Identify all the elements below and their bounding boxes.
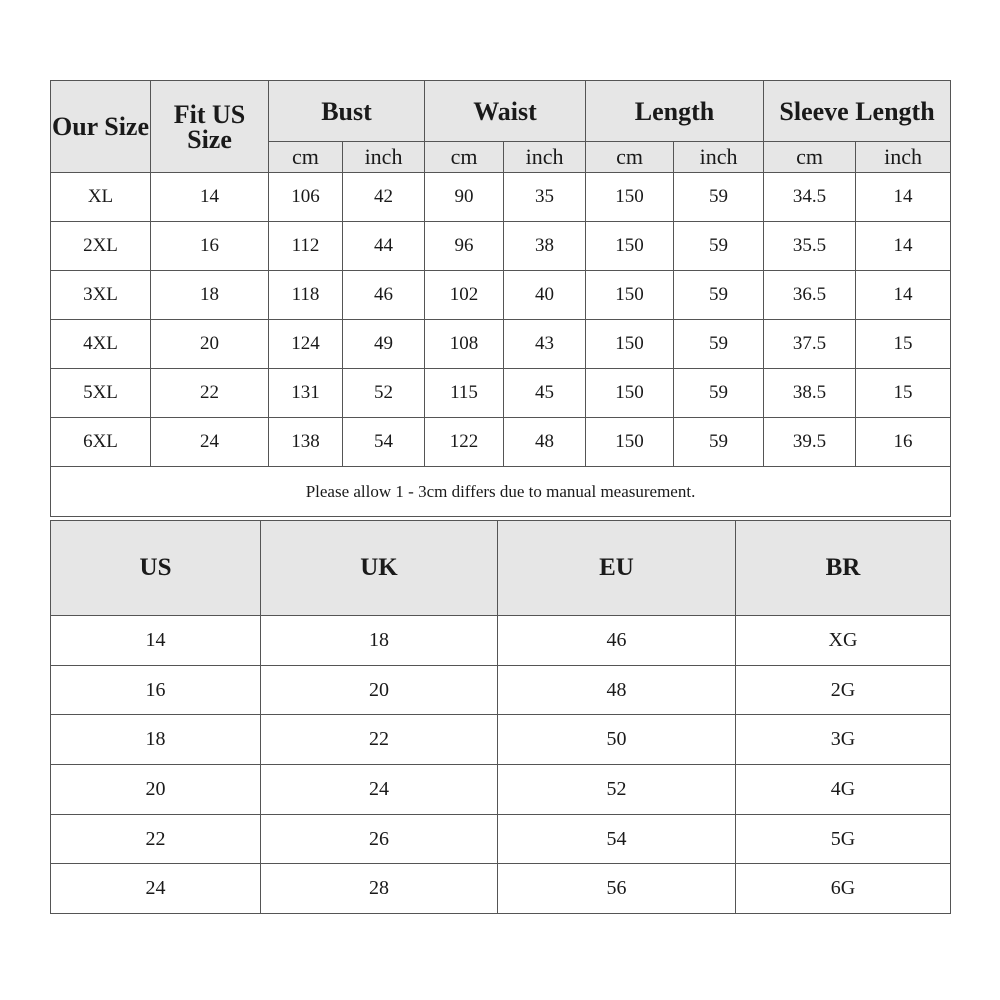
table-cell: 56	[498, 864, 736, 914]
table-cell: 49	[343, 320, 425, 369]
unit-label: cm	[764, 142, 856, 173]
table-cell: 124	[269, 320, 343, 369]
table-cell: 18	[261, 616, 498, 666]
table-cell: 2G	[736, 665, 951, 715]
table-cell: 14	[856, 173, 951, 222]
table-cell: 5XL	[51, 369, 151, 418]
table-row	[51, 369, 951, 418]
table-cell: 112	[269, 222, 343, 271]
table-cell: 150	[586, 173, 674, 222]
table-cell: 20	[151, 320, 269, 369]
table-cell: 46	[498, 616, 736, 666]
table-cell: 18	[151, 271, 269, 320]
table-cell: 3G	[736, 715, 951, 765]
table-cell: 50	[498, 715, 736, 765]
size-table-body	[51, 173, 951, 467]
header-eu: EU	[498, 521, 736, 616]
table-cell: 59	[674, 369, 764, 418]
table-cell: 4G	[736, 765, 951, 815]
table-row	[51, 864, 951, 914]
table-cell: 4XL	[51, 320, 151, 369]
table-cell: 59	[674, 320, 764, 369]
table-cell: 14	[856, 271, 951, 320]
table-cell: 48	[498, 665, 736, 715]
table-row	[51, 173, 951, 222]
note-row	[51, 467, 951, 517]
table-cell: 15	[856, 369, 951, 418]
table-row	[51, 814, 951, 864]
size-chart-table	[50, 80, 951, 517]
table-cell: 24	[151, 418, 269, 467]
unit-label: cm	[269, 142, 343, 173]
header-our-size: Our Size	[51, 81, 151, 173]
table-cell: 22	[261, 715, 498, 765]
table-cell: 90	[425, 173, 504, 222]
measurement-note: Please allow 1 - 3cm differs due to manual measurement.	[51, 467, 951, 517]
table-cell: 18	[51, 715, 261, 765]
table-cell: 106	[269, 173, 343, 222]
table-cell: 45	[504, 369, 586, 418]
table-cell: 24	[261, 765, 498, 815]
table-cell: 39.5	[764, 418, 856, 467]
table-row	[51, 222, 951, 271]
table-cell: 118	[269, 271, 343, 320]
table-cell: 37.5	[764, 320, 856, 369]
table-row	[51, 320, 951, 369]
size-conversion-table	[50, 520, 951, 914]
header-length: Length	[586, 81, 764, 142]
unit-label: inch	[343, 142, 425, 173]
table-cell: 59	[674, 418, 764, 467]
table-cell: 35.5	[764, 222, 856, 271]
table-cell: 6XL	[51, 418, 151, 467]
table-cell: 6G	[736, 864, 951, 914]
table-cell: 15	[856, 320, 951, 369]
table-cell: 16	[151, 222, 269, 271]
table-cell: 43	[504, 320, 586, 369]
table-cell: 22	[151, 369, 269, 418]
table-cell: 3XL	[51, 271, 151, 320]
table-cell: 38.5	[764, 369, 856, 418]
table-row	[51, 765, 951, 815]
table-cell: 14	[856, 222, 951, 271]
table-cell: 59	[674, 173, 764, 222]
table-row	[51, 715, 951, 765]
table-cell: 14	[151, 173, 269, 222]
header-bust: Bust	[269, 81, 425, 142]
table-cell: 28	[261, 864, 498, 914]
header-br: BR	[736, 521, 951, 616]
table-cell: 54	[343, 418, 425, 467]
table-row	[51, 665, 951, 715]
unit-label: inch	[856, 142, 951, 173]
header-waist: Waist	[425, 81, 586, 142]
table-cell: 102	[425, 271, 504, 320]
table-cell: 150	[586, 418, 674, 467]
table-cell: 38	[504, 222, 586, 271]
table-cell: 59	[674, 271, 764, 320]
table-cell: 115	[425, 369, 504, 418]
table-cell: 42	[343, 173, 425, 222]
table-cell: 2XL	[51, 222, 151, 271]
unit-label: cm	[586, 142, 674, 173]
unit-label: cm	[425, 142, 504, 173]
table-cell: 26	[261, 814, 498, 864]
table-cell: 52	[343, 369, 425, 418]
header-fit-us-size: Fit US Size	[151, 81, 269, 173]
conversion-header-row	[51, 521, 951, 616]
table-cell: 20	[261, 665, 498, 715]
table-cell: 40	[504, 271, 586, 320]
table-cell: 14	[51, 616, 261, 666]
size-header-row	[51, 81, 951, 142]
table-cell: 108	[425, 320, 504, 369]
table-cell: XL	[51, 173, 151, 222]
table-cell: 54	[498, 814, 736, 864]
table-cell: 35	[504, 173, 586, 222]
table-cell: XG	[736, 616, 951, 666]
table-row	[51, 271, 951, 320]
table-cell: 20	[51, 765, 261, 815]
table-cell: 24	[51, 864, 261, 914]
table-cell: 46	[343, 271, 425, 320]
table-cell: 150	[586, 271, 674, 320]
table-cell: 5G	[736, 814, 951, 864]
header-uk: UK	[261, 521, 498, 616]
table-cell: 122	[425, 418, 504, 467]
table-cell: 16	[51, 665, 261, 715]
header-us: US	[51, 521, 261, 616]
table-cell: 131	[269, 369, 343, 418]
table-row	[51, 616, 951, 666]
table-cell: 150	[586, 369, 674, 418]
unit-label: inch	[674, 142, 764, 173]
unit-label: inch	[504, 142, 586, 173]
table-cell: 36.5	[764, 271, 856, 320]
table-cell: 150	[586, 320, 674, 369]
table-cell: 52	[498, 765, 736, 815]
table-cell: 59	[674, 222, 764, 271]
table-cell: 22	[51, 814, 261, 864]
table-cell: 96	[425, 222, 504, 271]
table-row	[51, 418, 951, 467]
table-cell: 150	[586, 222, 674, 271]
table-cell: 138	[269, 418, 343, 467]
conversion-table-body	[51, 616, 951, 914]
table-cell: 34.5	[764, 173, 856, 222]
header-sleeve-length: Sleeve Length	[764, 81, 951, 142]
table-cell: 44	[343, 222, 425, 271]
table-cell: 48	[504, 418, 586, 467]
table-cell: 16	[856, 418, 951, 467]
